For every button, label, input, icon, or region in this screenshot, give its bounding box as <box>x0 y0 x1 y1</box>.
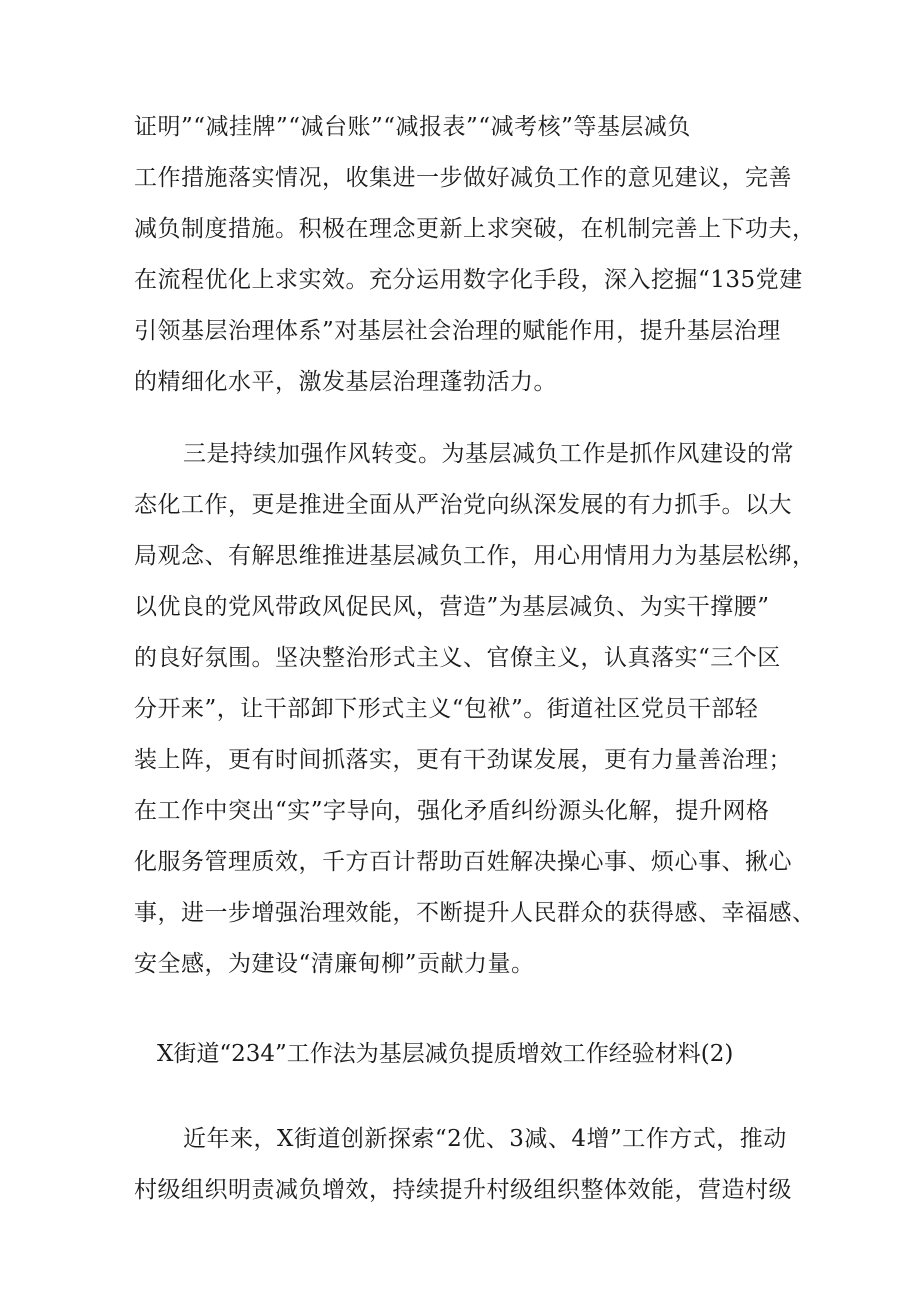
text-line: 安全感，为建设“清廉甸柳”贡献力量。 <box>134 951 535 977</box>
text-line: 村级组织明责减负增效，持续提升村级组织整体效能，营造村级 <box>134 1177 792 1203</box>
text-line: 的良好氛围。坚决整治形式主义、官僚主义，认真落实“三个区 <box>134 645 781 671</box>
text-line: 在工作中突出“实”字导向，强化矛盾纠纷源头化解，提升网格 <box>134 798 770 824</box>
text-line: 化服务管理质效，千方百计帮助百姓解决操心事、烦心事、揪心 <box>134 849 792 875</box>
text-line: 近年来，X街道创新探索“2优、3减、4增”工作方式，推动 <box>183 1126 787 1152</box>
text-line: 引领基层治理体系”对基层社会治理的赋能作用，提升基层治理 <box>134 318 781 344</box>
document-heading: X街道“234”工作法为基层减负提质增效工作经验材料(2) <box>157 1041 734 1067</box>
text-line: 减负制度措施。积极在理念更新上求突破，在机制完善上下功夫， <box>134 216 816 242</box>
text-line: 以优良的党风带政风促民风，营造”为基层减负、为实干撑腰” <box>134 594 770 620</box>
text-line: 在流程优化上求实效。充分运用数字化手段，深入挖掘“135党建 <box>134 267 803 293</box>
text-line: 三是持续加强作风转变。为基层减负工作是抓作风建设的常 <box>183 441 794 467</box>
text-line: 分开来”，让干部卸下形式主义“包袱”。街道社区党员干部轻 <box>134 696 759 722</box>
text-line: 态化工作，更是推进全面从严治党向纵深发展的有力抓手。以大 <box>134 492 792 518</box>
text-line: 局观念、有解思维推进基层减负工作，用心用情用力为基层松绑， <box>134 543 816 569</box>
text-line: 工作措施落实情况，收集进一步做好减负工作的意见建议，完善 <box>134 165 792 191</box>
text-line: 事，进一步增强治理效能，不断提升人民群众的获得感、幸福感、 <box>134 900 816 926</box>
text-line: 装上阵，更有时间抓落实，更有干劲谋发展，更有力量善治理； <box>134 747 792 773</box>
text-line: 证明”“减挂牌”“减台账”“减报表”“减考核”等基层减负 <box>134 114 691 140</box>
text-line: 的精细化水平，激发基层治理蓬勃活力。 <box>134 369 557 395</box>
